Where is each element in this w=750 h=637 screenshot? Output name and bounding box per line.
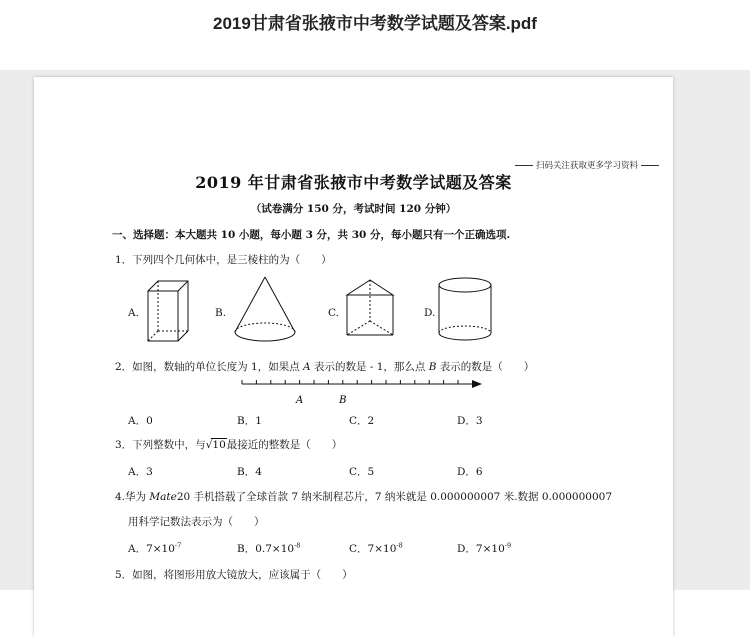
q4-model: Mate [149,491,177,503]
q2-stem-part-1: 2．如图，数轴的单位长度为 1，如果点 [115,361,304,373]
q4-option-d-base: D．7×10 [457,543,505,555]
q4-option-b [237,541,300,556]
q4-option-a [128,541,181,556]
number-line-arrow [472,380,482,388]
q3-option-a: A．3 [128,466,153,478]
q4-prefix: 4.华为 [115,491,150,503]
q4-option-c-base: C．7×10 [349,543,397,555]
triangular-prism-icon [342,277,398,341]
q3-option-c: C．5 [349,466,375,478]
number-line-ticks [242,380,458,384]
file-title: 2019甘肃省张掖市中考数学试题及答案.pdf [213,14,537,33]
cylinder-icon [435,275,495,345]
divider [515,165,533,166]
q3-option-d: D．6 [457,466,483,478]
q4-line-1-rest: 20 手机搭载了全球首款 7 纳米制程芯片，7 纳米就是 0.000000007 米.数据 0.000000007 [176,491,613,503]
q4-option-c-exp: -8 [396,541,403,550]
question-4-stem-line-1 [115,489,612,504]
q2-option-c: C．2 [349,415,375,427]
q3-option-b: B．4 [237,466,262,478]
q2-option-a: A．0 [128,415,153,427]
q3-stem-part-1: 3．下列整数中，与 [115,439,206,451]
question-5-stem: 5．如图，将图形用放大镜放大，应该属于（ ） [115,569,353,581]
q4-option-a-base: A．7×10 [128,543,175,555]
viewer-header [0,0,750,70]
cuboid-icon [144,277,194,347]
q2-option-d: D．3 [457,415,483,427]
document-viewer[interactable] [0,70,750,590]
q3-radicand: 10 [212,439,226,451]
q1-option-a-label: A. [128,307,139,319]
q4-option-b-exp: -8 [294,541,301,550]
sqrt-icon: √ [205,439,213,451]
question-3-stem [115,437,342,452]
document-subtitle: （试卷满分 150 分，考试时间 120 分钟） [250,203,457,215]
q4-option-c [349,541,403,556]
qr-note-text: 扫码关注获取更多学习资料 [536,161,639,171]
cone-icon [232,274,298,346]
q3-stem-part-2: 最接近的整数是（ ） [226,439,343,451]
document-title: 2019 年甘肃省张掖市中考数学试题及答案 [195,173,512,192]
pdf-page [34,77,673,637]
divider [641,165,659,166]
question-4-stem-line-2: 用科学记数法表示为（ ） [128,516,265,528]
section-heading: 一、选择题：本大题共 10 小题，每小题 3 分，共 30 分，每小题只有一个正确选项. [112,229,511,241]
q1-option-b-label: B. [215,307,227,319]
q1-option-c-label: C. [328,307,339,319]
question-1-stem: 1．下列四个几何体中，是三棱柱的为（ ） [115,254,332,266]
question-2-stem [115,359,534,374]
q2-stem-part-3: 表示的数是（ ） [436,361,535,373]
q4-option-d-exp: -9 [504,541,512,550]
q4-option-b-base: B．0.7×10 [237,543,295,555]
q1-option-d-label: D. [424,307,436,319]
q4-option-a-exp: -7 [174,541,182,550]
q2-var-a: A [303,361,311,373]
q2-var-b: B [428,361,437,373]
axis-label-a: A [295,395,304,406]
q2-option-b: B．1 [237,415,262,427]
axis-label-b: B [339,395,347,406]
q2-stem-part-2: 表示的数是 - 1，那么点 [310,361,429,373]
number-line [234,375,494,407]
q4-option-d [457,541,511,556]
